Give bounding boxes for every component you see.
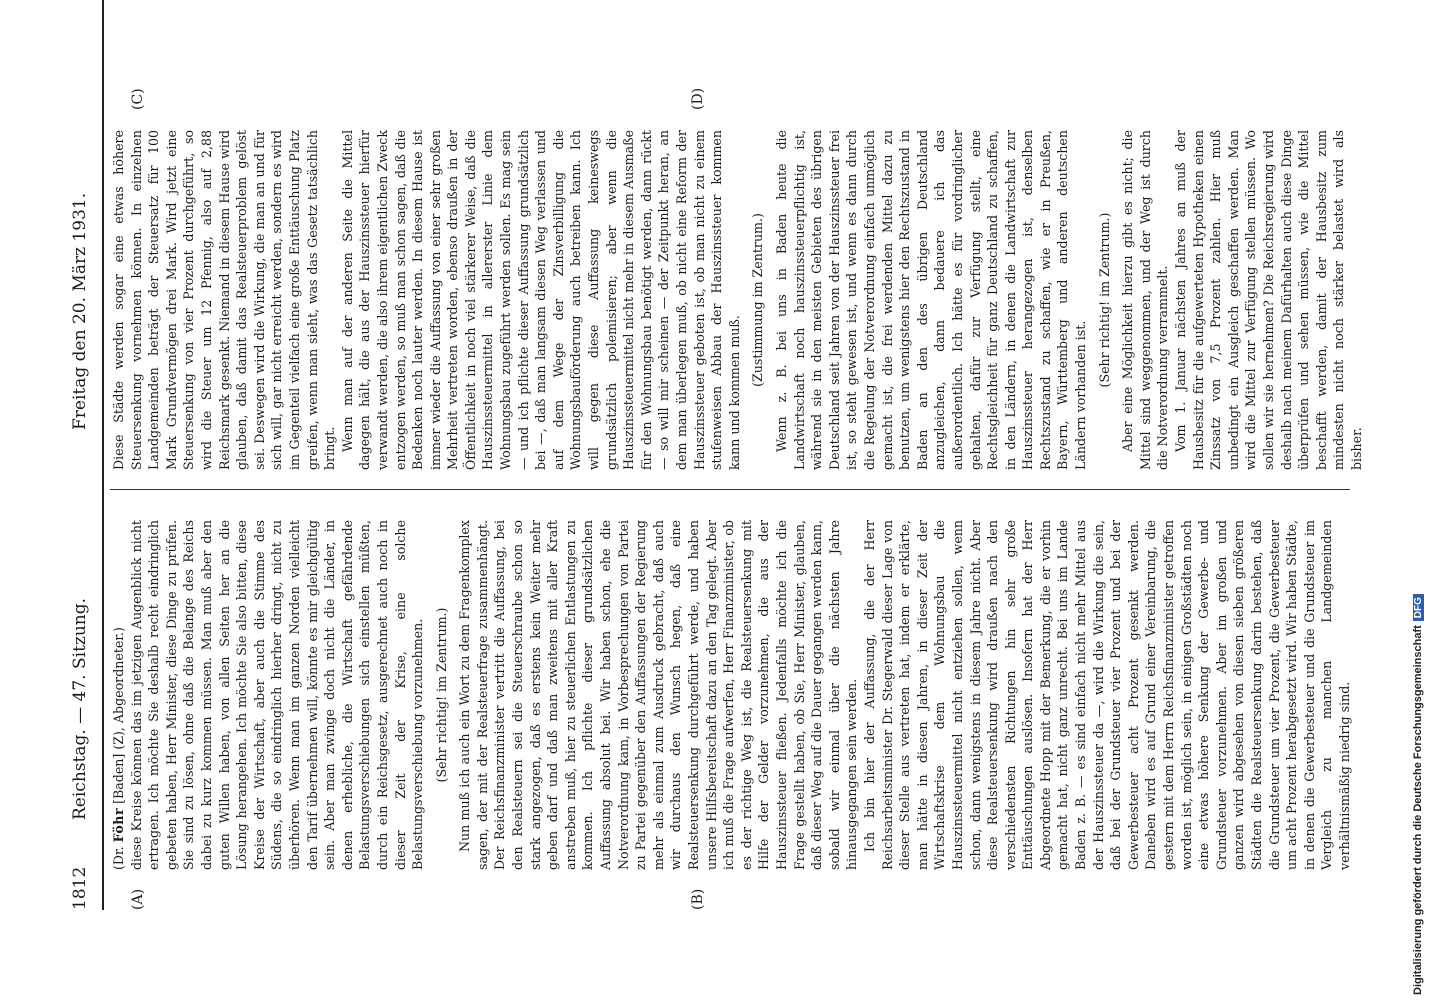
paragraph: Ich bin hier der Auffassung, die der Herr Reichsarbeitsminister Dr. Stegerwald dieser Lage von dieser Stelle aus vertreten hat, indem er erklärte, man hätte in diesen Jahren, in dieser Zeit der Wirtschaftskrise dem Wohnungsbau die Hauszinssteuermittel nicht entziehen sollen, wenn schon, dann wenigstens in diesem Jahre nicht. Aber diese Realsteuersenkung wird draußen nach den verschiedensten Richtungen hin sehr große Enttäuschungen auslösen. Insofern hat der Herr Abgeordnete Hopp mit der Bemerkung, die er vorhin gemacht hat, nicht ganz unrecht. Bei uns im Lande Baden z. B. — es sind einfach nicht mehr Mittel aus der Hauszinssteuer da —, wird die Wirkung die sein, daß bei der Grundsteuer vier Prozent und bei der Gewerbesteuer acht Prozent gesenkt werden. Daneben wird es auf Grund einer Vereinbarung, die gestern mit dem Herrn Reichsfinanzminister getroffen worden ist, möglich sein, in einigen Großstädten noch eine etwas höhere Senkung der Gewerbe- und Grundsteuer vorzunehmen. Aber im großen und ganzen wird abgesehen von diesen sieben größeren Städten die Realsteuersenkung darin bestehen, daß die Grundsteuer um vier Prozent, die Gewerbesteuer um acht Prozent herabgesetzt wird. Wir haben Städte, in denen die Gewerbesteuer und die Grundsteuer im Vergleich zu manchen Landgemeinden verhältnismäßig niedrig sind. <box>861 520 1352 870</box>
margin-mark-a: (A) <box>130 888 146 910</box>
paragraph: Aber eine Möglichkeit hierzu gibt es nicht; die Mittel sind weggenommen, und der Weg ist durch die Notverordnung verrammelt. <box>1120 130 1171 470</box>
page-header <box>70 90 100 910</box>
session-date: Freitag den 20. März 1931. <box>70 192 90 430</box>
margin-mark-c: (C) <box>130 88 146 110</box>
text-column-right <box>110 130 1366 470</box>
speaker-prefix: (Dr. <box>111 842 126 870</box>
margin-mark-b: (B) <box>690 888 706 910</box>
paragraph: Wenn man auf der anderen Seite die Mittel dagegen hält, die aus der Hauszinssteuer hierfür verwandt werden, die also ihrem eigentlichen Zweck entzogen werden, so muß man schon sagen, daß die Bedenken noch lauter werden. In diesem Hause ist immer wieder die Auffassung von einer sehr großen Mehrheit vertreten worden, ebenso draußen in der Öffentlichkeit in noch viel stärkerer Weise, daß die Hauszinssteuermittel in allererster Linie dem Wohnungsbau zugeführt werden sollen. Es mag sein — und ich pflichte dieser Auffassung grundsätzlich bei —, daß man langsam diesen Weg verlassen und auf dem Wege der Zinsverbilligung die Wohnungsbauförderung auch betreiben kann. Ich will gegen diese Auffassung keineswegs grundsätzlich polemisieren; aber wenn die Hauszinssteuermittel nicht mehr in diesem Ausmaße für den Wohnungsbau benötigt werden, dann rückt — so will mir scheinen — der Zeitpunkt heran, an dem man überlegen muß, ob nicht eine Reform der Hauszinssteuer geboten ist, ob man nicht zu einem stufenweisen Abbau der Hauszinssteuer kommen kann und kommen muß. <box>339 130 742 470</box>
speaker-name: Föhr <box>111 807 126 843</box>
paragraph: diese Kreise können das im jetzigen Augenblick nicht ertragen. Ich möchte Sie deshalb recht eindringlich gebeten haben, Herr Minister, diese Dinge zu prüfen. Sie sind zu lösen, ohne daß die Belange des Reichs dabei zu kurz kommen müssen. Man muß aber den guten Willen haben, von allen Seiten her an die Lösung herangehen. Ich möchte Sie also bitten, diese Kreise der Wirtschaft, aber auch die Stimme des Südens, die so eindringlich hierher dringt, nicht zu überhören. Wenn man im ganzen Norden vielleicht den Tarif übernehmen will, könnte es mir gleichgültig sein. Aber man zwinge doch nicht die Länder, in denen erhebliche, die Wirtschaft gefährdende Belastungsverschiebungen sich einstellen müßten, durch ein Reichsgesetz, ausgerechnet auch noch in dieser Zeit der Krise, eine solche Belastungsverschiebung vorzunehmen. <box>128 520 426 870</box>
text-column-left <box>110 520 1354 870</box>
page-number: 1812 <box>70 866 90 910</box>
interjection: (Zustimmung im Zentrum.) <box>750 213 766 387</box>
session-heading: Reichstag. — 47. Sitzung. <box>70 597 90 820</box>
paragraph: Vom 1. Januar nächsten Jahres an muß der Hausbesitz für die aufgewerteten Hypotheken einen Zinssatz von 7,5 Prozent zahlen. Hier muß unbedingt ein Ausgleich geschaffen werden. Man wird die Mittel zur Verfügung stellen müssen. Wo sollen wir sie hernehmen? Die Reichsregierung wird deshalb nach meinem Dafürhalten auch diese Dinge überprüfen und sehen müssen, wie die Mittel beschafft werden, damit der Hausbesitz zum mindesten nicht noch stärker belastet wird als bisher. <box>1173 130 1364 470</box>
speaker-suffix: [Baden] (Z), Abgeordneter.) <box>111 627 126 808</box>
digitisation-text: Digitalisierung gefördert durch die Deutsche Forschungsgemeinschaft <box>1412 625 1424 995</box>
interjection: (Sehr richtig! im Zentrum.) <box>1096 212 1112 388</box>
paragraph: Diese Städte werden sogar eine etwas höhere Steuersenkung vornehmen können. In einzelnen Landgemeinden beträgt der Steuersatz für 100 Mark Grundvermögen drei Mark. Wird jetzt eine Steuersenkung von vier Prozent durchgeführt, so wird die Steuer um 12 Pfennig, also auf 2,88 Reichsmark gesenkt. Niemand in diesem Hause wird glauben, daß damit das Realsteuerproblem gelöst sei. Deswegen wird die Wirkung, die man an und für sich will, gar nicht erreicht werden, sondern es wird im Gegenteil vielfach eine große Enttäuschung Platz greifen, wenn man sieht, was das Gesetz tatsächlich bringt. <box>111 130 338 470</box>
paragraph: Nun muß ich auch ein Wort zu dem Fragenkomplex sagen, der mit der Realsteuerfrage zusammenhängt. Der Reichsfinanzminister vertritt die Auffassung, bei den Realsteuern sei die Steuerschraube schon so stark angezogen, daß es erstens kein Weiter mehr geben darf und daß man zweitens mit aller Kraft anstreben muß, hier zu steuerlichen Entlastungen zu kommen. Ich pflichte dieser grundsätzlichen Auffassung absolut bei. Wir haben schon, ehe die Notverordnung kam, in Vorbesprechungen von Partei zu Partei gegenüber den Auffassungen der Regierung mehr als einmal zum Ausdruck gebracht, daß auch wir durchaus den Wunsch hegen, daß eine Realsteuersenkung durchgeführt werde, und haben unsere Hilfsbereitschaft dazu an den Tag gelegt. Aber ich muß die Frage aufwerfen, Herr Finanzminister, ob es der richtige Weg ist, die Realsteuersenkung mit Hilfe der Gelder vorzunehmen, die aus der Hauszinssteuer fließen. Jedenfalls möchte ich die Frage gestellt haben, ob Sie, Herr Minister, glauben, daß dieser Weg auf die Dauer gegangen werden kann, sobald wir einmal über die nächsten Jahre hinausgegangen sein werden. <box>457 520 860 870</box>
speaker-line <box>110 520 128 870</box>
interjection: (Sehr richtig! im Zentrum.) <box>433 607 449 783</box>
dfg-logo: DFG <box>1413 594 1424 621</box>
margin-mark-d: (D) <box>690 87 706 110</box>
header-rule <box>102 0 104 910</box>
digitisation-note <box>1412 5 1428 995</box>
column-divider <box>110 489 1350 490</box>
paragraph: Wenn z. B. bei uns in Baden heute die Landwirtschaft noch hauszinssteuerpflichtig ist, während sie in den meisten Gebieten des übrigen Deutschland seit Jahren von der Hauszinssteuer frei ist, so steht gewesen ist, und wenn es dann durch die Regelung der Notverordnung einfach unmöglich gemacht ist, die frei werdenden Mittel dazu zu benutzen, um wenigstens hier den Rechtszustand in Baden an den des übrigen Deutschland anzugleichen, dann bedauere ich das außerordentlich. Ich hätte es für vordringlicher gehalten, dafür zur Verfügung stellt, eine Rechtsgleichheit für ganz Deutschland zu schaffen, in den Ländern, in denen die Landwirtschaft zur Hauszinssteuer herangezogen ist, denselben Rechtszustand zu schaffen, wie er in Preußen, Bayern, Württemberg und anderen deutschen Ländern vorhanden ist. <box>773 130 1089 470</box>
rotated-page-content <box>70 87 1370 910</box>
